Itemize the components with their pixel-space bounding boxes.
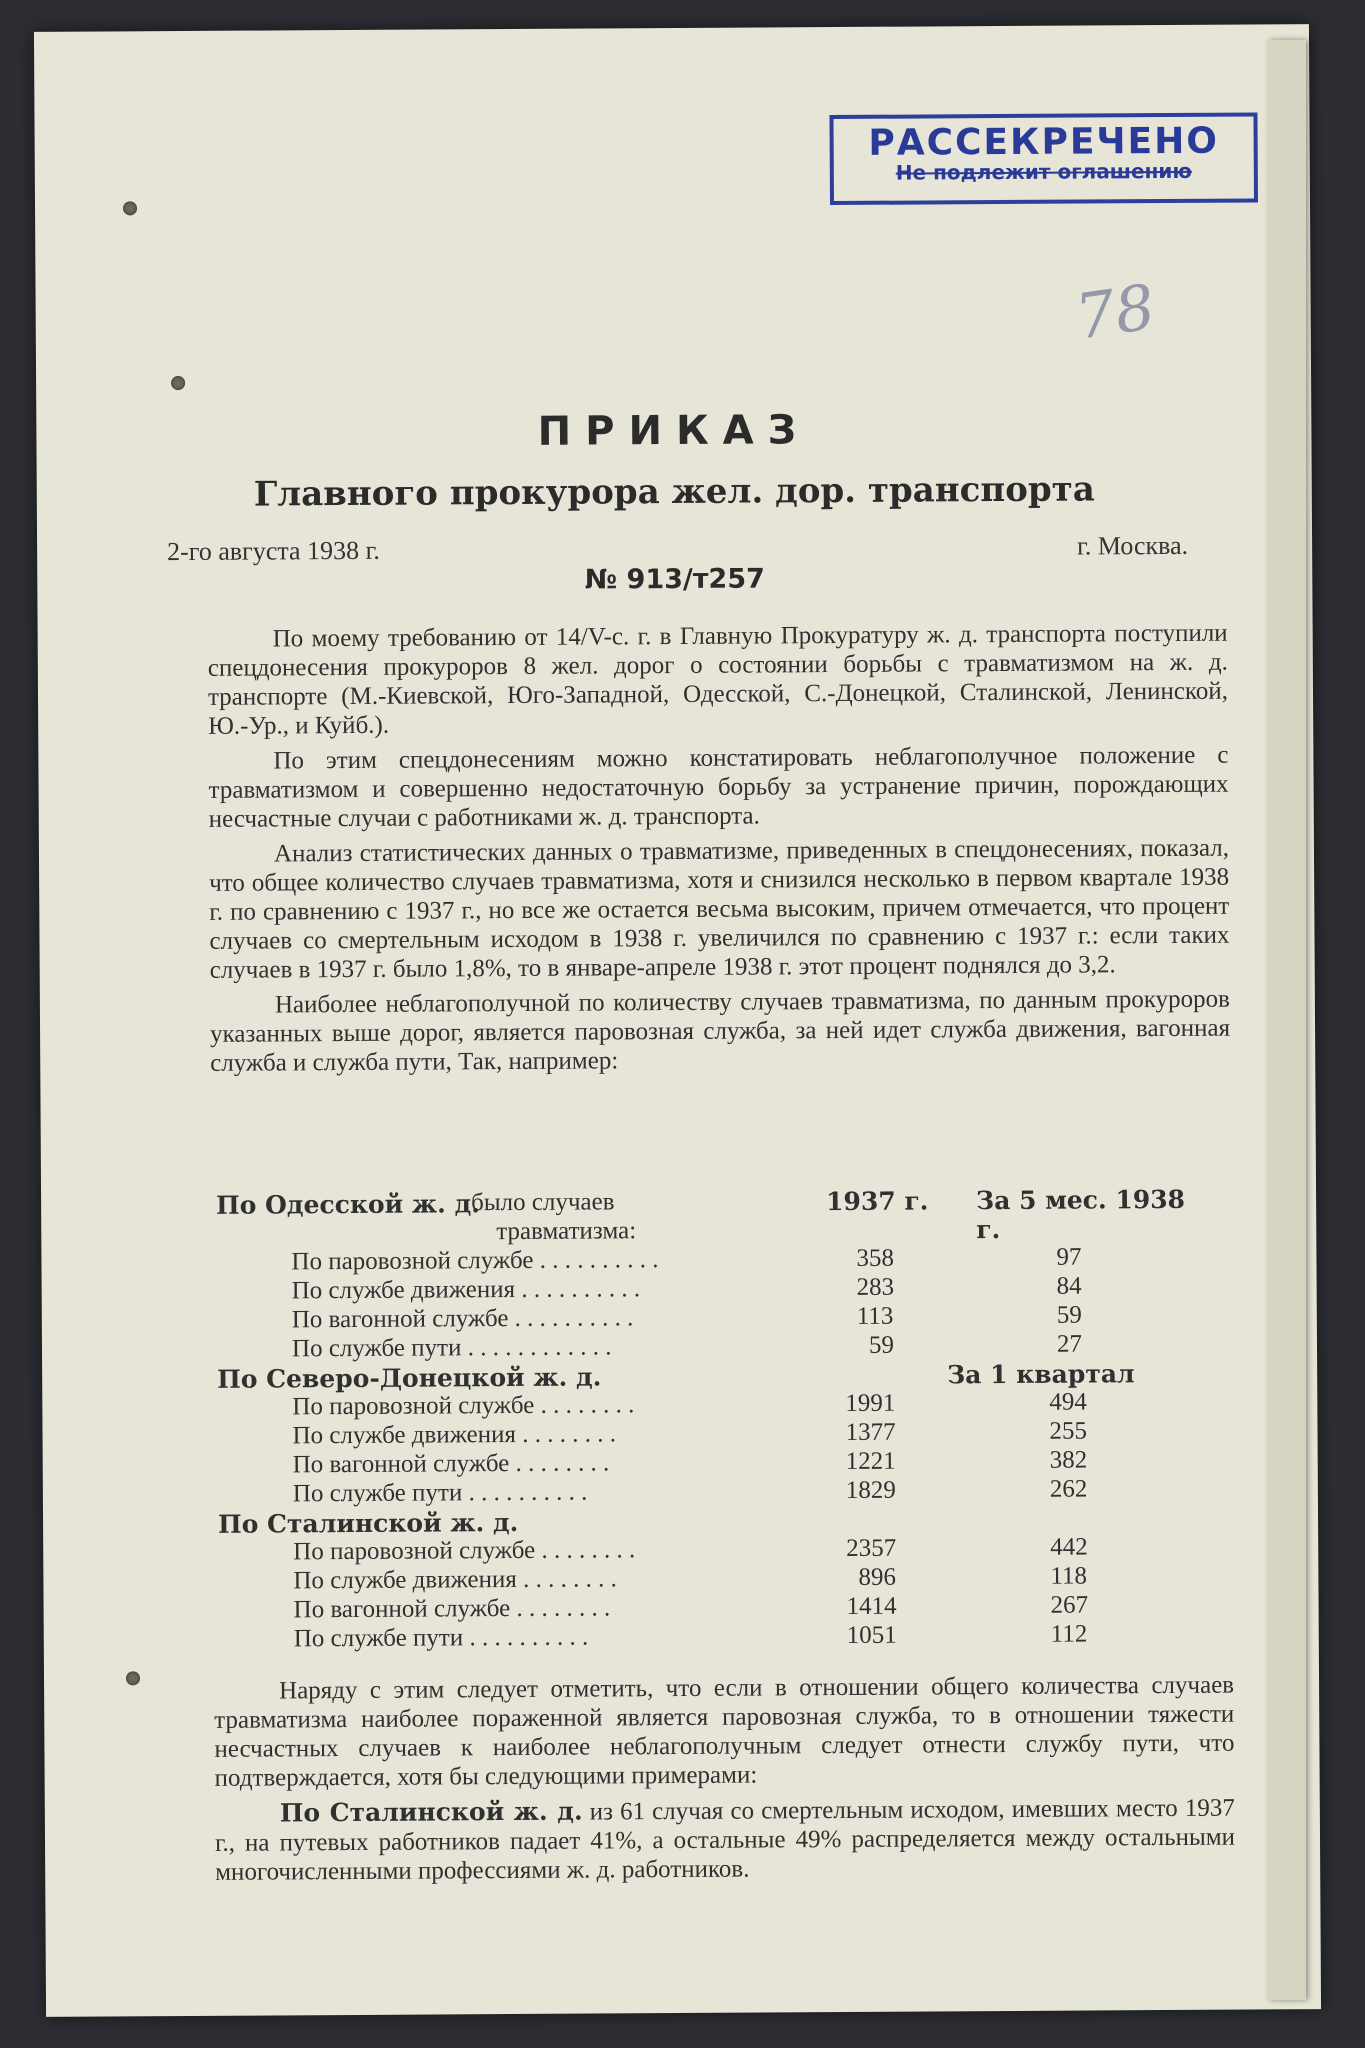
- paper-edge: [1268, 40, 1306, 2000]
- document-subtitle: Главного прокурора жел. дор. транспорта: [253, 469, 1095, 515]
- document-page: [34, 24, 1321, 2017]
- group-title-rest: было случаев: [471, 1188, 615, 1217]
- column-header-1937: 1937 г.: [826, 1186, 929, 1217]
- value-1937: 113: [856, 1302, 894, 1330]
- value-1937: 358: [856, 1244, 895, 1272]
- column-header-1938: За 5 мес. 1938 г.: [976, 1184, 1186, 1245]
- value-1938: 118: [1050, 1562, 1088, 1590]
- example-text: из 61 случая со смертельным исходом, имевших место 1937 г., на путевых работников падает 41%, а остальные 49% распределяется между остальными многочисленными профессиями ж. д. работников.: [214, 1794, 1236, 1886]
- body-text: [208, 619, 1231, 1078]
- handwritten-page-number: 78: [1070, 269, 1160, 354]
- group-title: По Северо-Донецкой ж. д.: [217, 1362, 602, 1394]
- example-paragraph: [215, 1793, 1236, 1887]
- value-1938: 112: [1050, 1620, 1088, 1648]
- closing-section: [214, 1671, 1235, 1887]
- value-1937: 1051: [846, 1621, 897, 1649]
- group-title-line2: травматизма:: [496, 1217, 637, 1246]
- row-label: По службе пути . . . . . . . . . .: [292, 1478, 588, 1508]
- example-railway: По Сталинской ж. д.: [279, 1796, 583, 1828]
- row-label: По службе пути . . . . . . . . . . . .: [291, 1333, 612, 1363]
- stamp-main-text: РАССЕКРЕЧЕНО: [868, 120, 1220, 164]
- injury-statistics-table: [216, 1185, 1219, 1655]
- paragraph: По моему требованию от 14/V-с. г. в Главную Прокуратуру ж. д. транспорта поступили спецдонесения прокуроров 8 жел. дорог о состоянии борьбы с травматизмом на ж. д. транспорте (М.-Киевской, Юго-Западной, Одесской, С.-Донецкой, Сталинской, Ленинской, Ю.-Ур., и Куйб.).: [207, 619, 1229, 740]
- row-label: По службе пути . . . . . . . . . .: [293, 1623, 589, 1653]
- document-number: № 913/т257: [584, 563, 765, 596]
- table-row: [219, 1620, 1219, 1655]
- value-1937: 1991: [845, 1389, 896, 1417]
- row-label: По паровозной службе . . . . . . . . . .: [291, 1246, 659, 1276]
- binding-hole: [171, 376, 185, 390]
- document-date: 2-го августа 1938 г.: [167, 535, 380, 567]
- column-header-quarter: За 1 квартал: [947, 1359, 1135, 1390]
- value-1938: 84: [1056, 1272, 1082, 1300]
- value-1937: 1377: [845, 1418, 896, 1446]
- value-1938: 494: [1049, 1388, 1087, 1416]
- binding-hole: [126, 1671, 140, 1685]
- value-1937: 2357: [846, 1534, 897, 1562]
- value-1937: 1829: [845, 1476, 896, 1504]
- binding-hole: [123, 201, 137, 215]
- row-label: По паровозной службе . . . . . . . .: [293, 1536, 636, 1566]
- paragraph: Анализ статистических данных о травматизме, приведенных в спецдонесениях, показал, что общее количество случаев травматизма, хотя и снизился несколько в первом квартале 1938 г. по сравнению с 1937 г., но все же остается весьма высоким, причем отмечается, что процент случаев со смертельным исходом в 1938 г. увеличился по сравнению с 1937 г.: если таких случаев в 1937 г. было 1,8%, то в январе-апреле 1938 г. этот процент поднялся до 3,2.: [209, 834, 1230, 984]
- row-label: По службе движения . . . . . . . .: [292, 1420, 617, 1450]
- value-1938: 255: [1049, 1417, 1088, 1445]
- value-1937: 896: [858, 1563, 896, 1591]
- value-1937: 1414: [846, 1592, 897, 1620]
- row-label: По паровозной службе . . . . . . . .: [292, 1391, 635, 1421]
- row-label: По вагонной службе . . . . . . . .: [292, 1449, 610, 1479]
- row-label: По вагонной службе . . . . . . . .: [293, 1594, 611, 1624]
- value-1938: 262: [1049, 1475, 1088, 1503]
- group-title: По Сталинской ж. д.: [217, 1507, 519, 1539]
- value-1938: 97: [1056, 1243, 1082, 1271]
- row-label: По службе движения . . . . . . . .: [293, 1565, 617, 1595]
- paragraph: По этим спецдонесениям можно констатировать неблагополучное положение с травматизмом и совершенно недостаточную борьбу за устранение причин, порождающих несчастные случаи с работниками ж. д. транспорта.: [208, 741, 1229, 833]
- group-title: По Одесской ж. д.: [216, 1189, 480, 1220]
- value-1938: 27: [1056, 1330, 1083, 1358]
- value-1937: 59: [868, 1331, 895, 1359]
- value-1938: 382: [1049, 1446, 1088, 1474]
- document-title: ПРИКАЗ: [537, 407, 811, 455]
- closing-paragraph: Наряду с этим следует отметить, что если в отношении общего количества случаев травматизма наиболее пораженной является паровозная служба, то в отношении тяжести несчастных случаев к наиболее неблагополучным следует отнести службу пути, что подтверждается, хотя бы следующими примерами:: [214, 1671, 1235, 1792]
- document-city: г. Москва.: [1077, 530, 1189, 561]
- stamp-sub-text: Не подлежит оглашению: [895, 158, 1192, 185]
- value-1938: 267: [1050, 1591, 1089, 1619]
- value-1938: 59: [1056, 1301, 1082, 1329]
- paragraph: Наиболее неблагополучной по количеству случаев травматизма, по данным прокуроров указанных выше дорог, является паровозная служба, за ней идет служба движения, вагонная служба и служба пути, Так, например:: [209, 985, 1231, 1077]
- row-label: По вагонной службе . . . . . . . . . .: [291, 1304, 634, 1334]
- value-1937: 283: [856, 1273, 895, 1301]
- value-1937: 1221: [845, 1447, 896, 1475]
- declassified-stamp: [829, 112, 1258, 205]
- value-1938: 442: [1050, 1533, 1088, 1561]
- row-label: По службе движения . . . . . . . . . .: [291, 1275, 641, 1305]
